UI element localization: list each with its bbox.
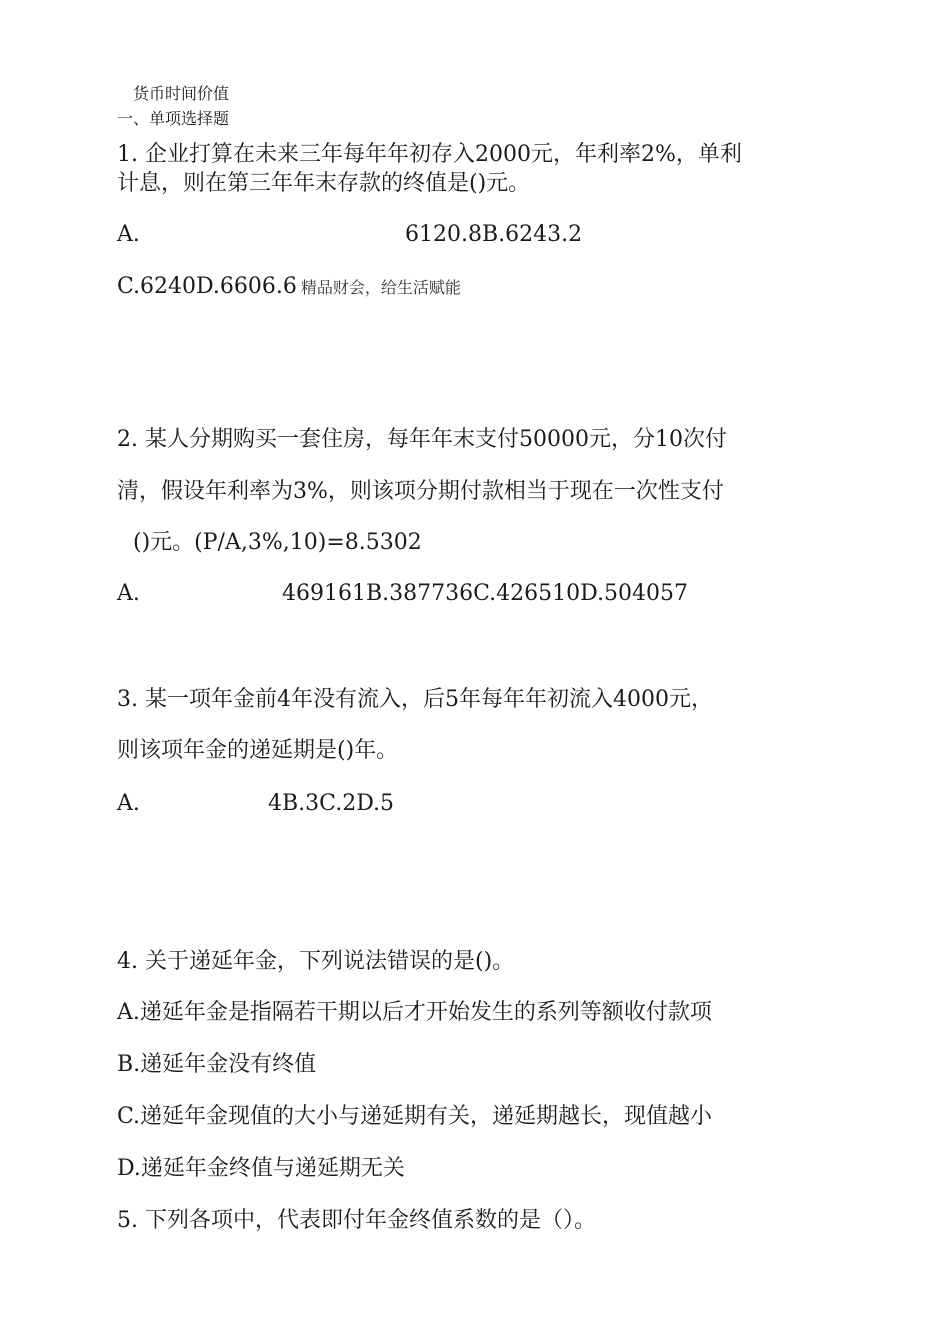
question-1-stem-line-1: 1. 企业打算在未来三年每年年初存入2000元，年利率2%，单利 [117,142,742,167]
question-4-option-c: C.递延年金现值的大小与递延期有关，递延期越长，现值越小 [117,1104,713,1129]
question-2-options: 469161B.387736C.426510D.504057 [282,581,688,606]
question-3-options: 4B.3C.2D.5 [268,791,395,816]
question-2-stem-line-1: 2. 某人分期购买一套住房，每年年末支付50000元，分10次付 [117,427,727,452]
question-1-stem-line-2: 计息，则在第三年年末存款的终值是()元。 [117,171,531,196]
question-2-stem-line-3: ()元。(P/A,3%,10)=8.5302 [133,530,422,555]
question-1-options-text: C.6240D.6606.6 [117,274,297,299]
question-4-stem: 4. 关于递延年金，下列说法错误的是()。 [117,949,515,974]
question-4-option-a: A.递延年金是指隔若干期以后才开始发生的系列等额收付款项 [117,1000,712,1025]
question-2-option-a-label: A. [117,581,140,606]
section-heading: 一、单项选择题 [117,109,230,128]
question-1-option-a-label: A. [117,222,140,247]
question-5-stem: 5. 下列各项中，代表即付年金终值系数的是（）。 [117,1208,596,1233]
slogan-note: 精品财会，给生活赋能 [300,278,461,297]
question-4-option-b: B.递延年金没有终值 [117,1052,317,1077]
question-4-option-d: D.递延年金终值与递延期无关 [117,1156,405,1181]
question-3-stem-line-1: 3. 某一项年金前4年没有流入，后5年每年年初流入4000元， [117,687,713,712]
question-3-option-a-label: A. [117,791,140,816]
question-2-stem-line-2: 清，假设年利率为3%，则该项分期付款相当于现在一次性支付 [117,479,724,504]
document-title: 货币时间价值 [133,84,230,103]
question-1-option-c-d [117,272,461,303]
question-3-stem-line-2: 则该项年金的递延期是()年。 [117,738,399,763]
question-1-option-a-b: 6120.8B.6243.2 [405,222,583,247]
